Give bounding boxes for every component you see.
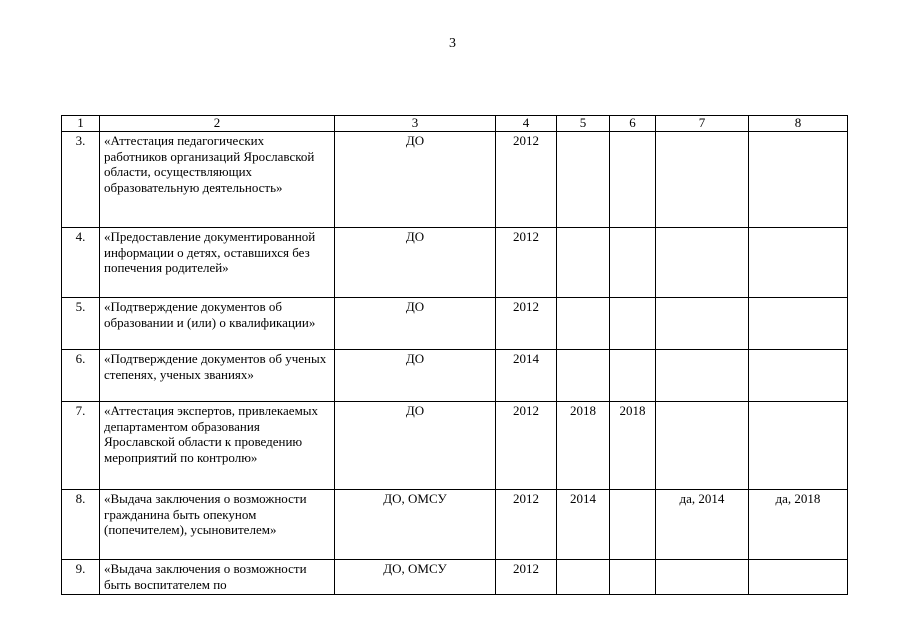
- page-number: 3: [449, 36, 456, 51]
- service-name: «Подтверждение документов об ученых степенях, ученых званиях»: [100, 350, 335, 402]
- cell-col7: да, 2014: [656, 490, 749, 560]
- cell-col5: [557, 350, 610, 402]
- cell-col6: 2018: [610, 402, 656, 490]
- row-number: 9.: [62, 560, 100, 595]
- cell-col8: да, 2018: [749, 490, 848, 560]
- table-row: [62, 350, 848, 402]
- cell-col5: 2014: [557, 490, 610, 560]
- cell-col3: ДО: [335, 132, 496, 228]
- table-header-row: [62, 116, 848, 132]
- service-name: «Выдача заключения о возможности быть воспитателем по: [100, 560, 335, 595]
- cell-col6: [610, 560, 656, 595]
- service-name: «Аттестация экспертов, привлекаемых департаментом образования Ярославской области к проведению мероприятий по контролю»: [100, 402, 335, 490]
- cell-col7: [656, 350, 749, 402]
- row-number: 4.: [62, 228, 100, 298]
- service-name: «Предоставление документированной информации о детях, оставшихся без попечения родителей»: [100, 228, 335, 298]
- row-number: 5.: [62, 298, 100, 350]
- cell-col4: 2012: [496, 490, 557, 560]
- column-header: 3: [335, 116, 496, 132]
- table-row: [62, 402, 848, 490]
- cell-col8: [749, 350, 848, 402]
- column-header: 6: [610, 116, 656, 132]
- cell-col7: [656, 560, 749, 595]
- row-number: 7.: [62, 402, 100, 490]
- cell-col6: [610, 132, 656, 228]
- cell-col6: [610, 298, 656, 350]
- cell-col3: ДО: [335, 228, 496, 298]
- table-row: [62, 132, 848, 228]
- row-number: 8.: [62, 490, 100, 560]
- cell-col5: [557, 298, 610, 350]
- cell-col3: ДО: [335, 350, 496, 402]
- cell-col5: [557, 132, 610, 228]
- cell-col7: [656, 228, 749, 298]
- cell-col3: ДО: [335, 298, 496, 350]
- cell-col4: 2012: [496, 132, 557, 228]
- column-header: 5: [557, 116, 610, 132]
- service-name: «Выдача заключения о возможности гражданина быть опекуном (попечителем), усыновителем»: [100, 490, 335, 560]
- table-row: [62, 298, 848, 350]
- column-header: 7: [656, 116, 749, 132]
- service-name: «Аттестация педагогических работников организаций Ярославской области, осуществляющих образовательную деятельность»: [100, 132, 335, 228]
- cell-col4: 2012: [496, 228, 557, 298]
- cell-col7: [656, 298, 749, 350]
- table-row: [62, 490, 848, 560]
- cell-col6: [610, 228, 656, 298]
- service-name: «Подтверждение документов об образовании и (или) о квалификации»: [100, 298, 335, 350]
- column-header: 8: [749, 116, 848, 132]
- cell-col7: [656, 402, 749, 490]
- cell-col5: 2018: [557, 402, 610, 490]
- cell-col3: ДО, ОМСУ: [335, 560, 496, 595]
- cell-col3: ДО: [335, 402, 496, 490]
- cell-col8: [749, 132, 848, 228]
- cell-col8: [749, 402, 848, 490]
- cell-col4: 2012: [496, 402, 557, 490]
- table-row: [62, 560, 848, 595]
- row-number: 6.: [62, 350, 100, 402]
- cell-col4: 2012: [496, 298, 557, 350]
- cell-col4: 2014: [496, 350, 557, 402]
- row-number: 3.: [62, 132, 100, 228]
- cell-col4: 2012: [496, 560, 557, 595]
- cell-col7: [656, 132, 749, 228]
- column-header: 2: [100, 116, 335, 132]
- table-row: [62, 228, 848, 298]
- cell-col6: [610, 490, 656, 560]
- cell-col8: [749, 298, 848, 350]
- column-header: 1: [62, 116, 100, 132]
- cell-col8: [749, 560, 848, 595]
- cell-col8: [749, 228, 848, 298]
- cell-col6: [610, 350, 656, 402]
- cell-col5: [557, 228, 610, 298]
- cell-col3: ДО, ОМСУ: [335, 490, 496, 560]
- cell-col5: [557, 560, 610, 595]
- services-table: [61, 115, 848, 595]
- column-header: 4: [496, 116, 557, 132]
